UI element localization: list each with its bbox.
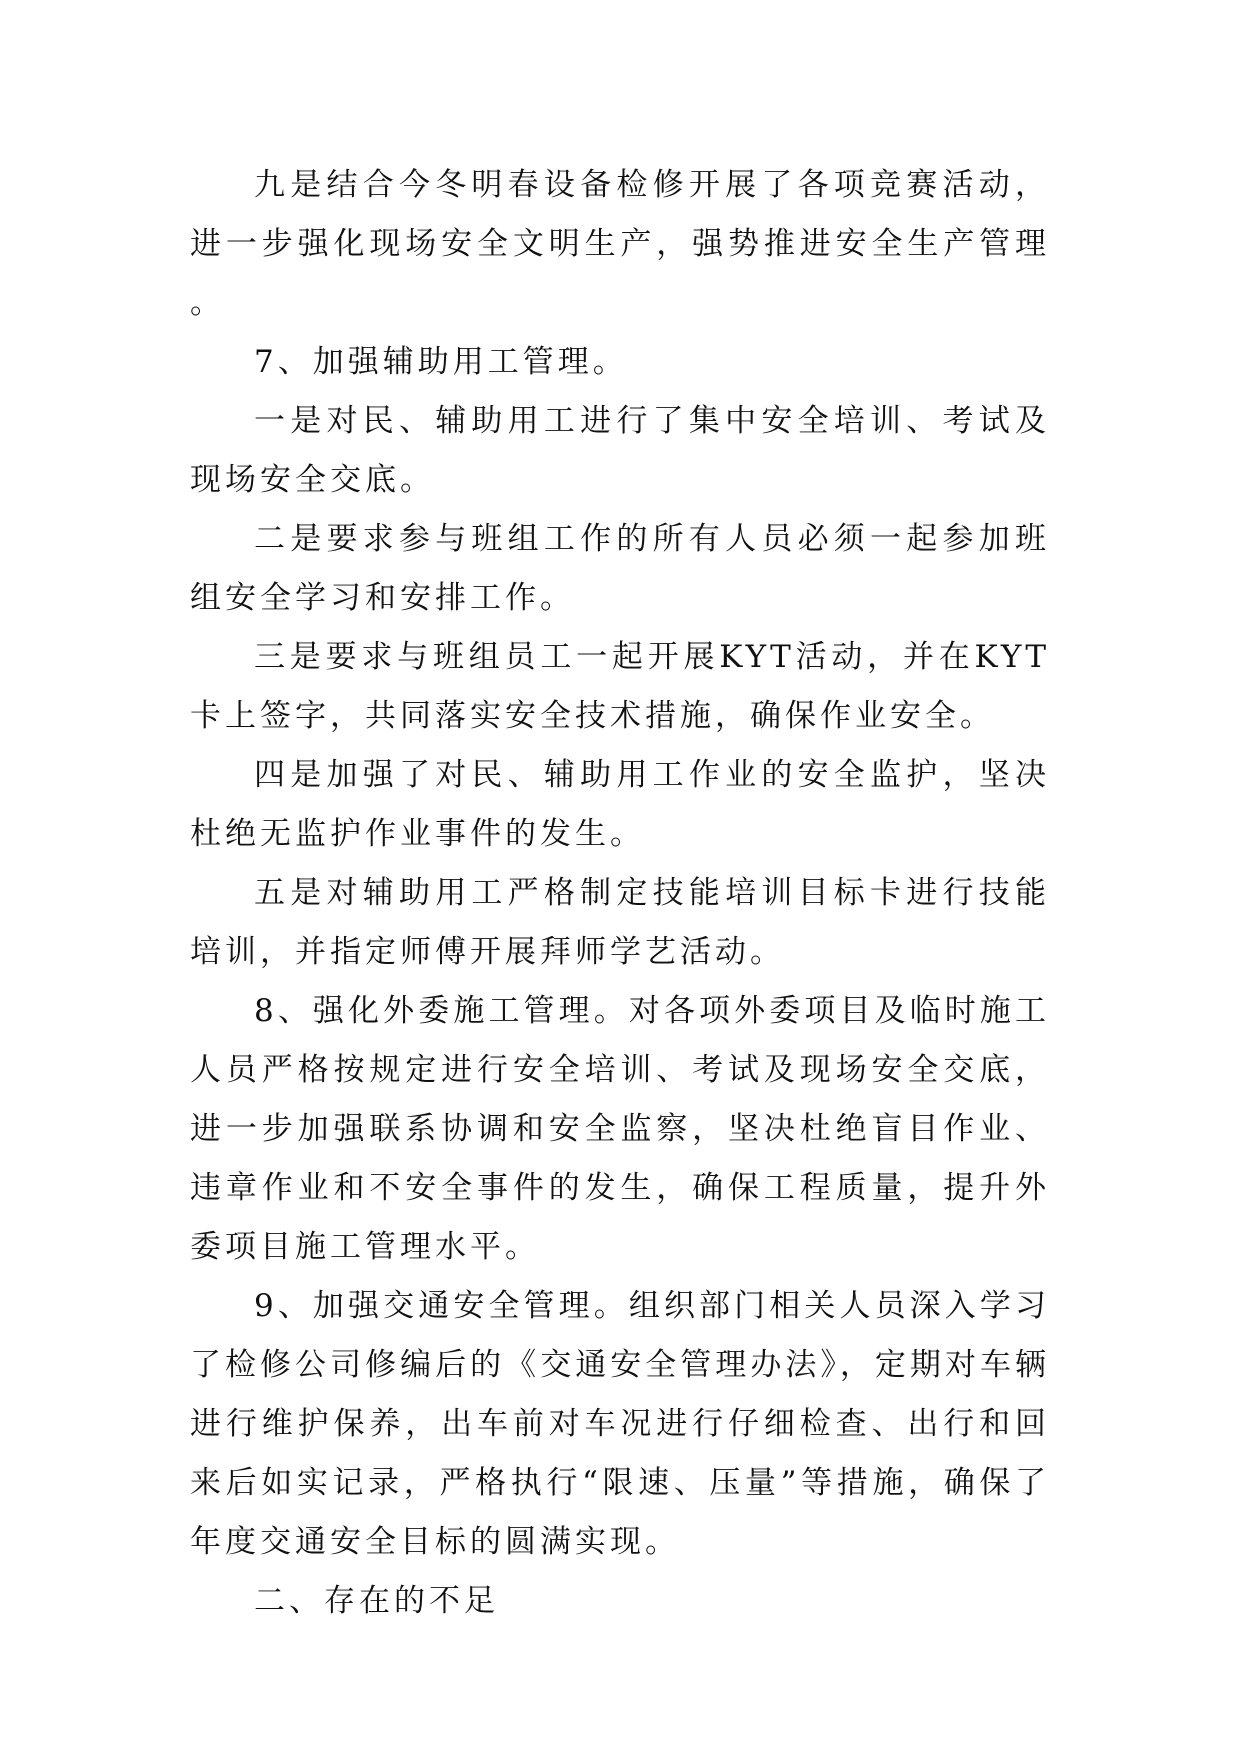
paragraph-2: 7、加强辅助用工管理。 [254, 344, 628, 380]
paragraph-1: 九是结合今冬明春设备检修开展了各项竞赛活动，进一步强化现场安全文明生产，强势推进安全生产管理。 [190, 167, 1050, 321]
paragraph-8: 8、强化外委施工管理。对各项外委项目及临时施工人员严格按规定进行安全培训、考试及现场安全交底，进一步加强联系协调和安全监察，坚决杜绝盲目作业、违章作业和不安全事件的发生，确保工程质量，提升外委项目施工管理水平。 [190, 993, 1050, 1265]
paragraph-4: 二是要求参与班组工作的所有人员必须一起参加班组安全学习和安排工作。 [190, 521, 1050, 616]
paragraph-7: 五是对辅助用工严格制定技能培训目标卡进行技能培训，并指定师傅开展拜师学艺活动。 [190, 875, 1050, 970]
paragraph-5: 三是要求与班组员工一起开展KYT活动，并在KYT卡上签字，共同落实安全技术措施，确保作业安全。 [190, 639, 1050, 734]
paragraph-9: 9、加强交通安全管理。组织部门相关人员深入学习了检修公司修编后的《交通安全管理办法》，定期对车辆进行维护保养，出车前对车况进行仔细检查、出行和回来后如实记录，严格执行“限速、压量”等措施，确保了年度交通安全目标的圆满实现。 [190, 1288, 1050, 1560]
paragraph-3: 一是对民、辅助用工进行了集中安全培训、考试及现场安全交底。 [190, 403, 1050, 498]
paragraph-10: 二、存在的不足 [254, 1583, 499, 1619]
document-page [190, 156, 1050, 1631]
paragraph-6: 四是加强了对民、辅助用工作业的安全监护，坚决杜绝无监护作业事件的发生。 [190, 757, 1050, 852]
